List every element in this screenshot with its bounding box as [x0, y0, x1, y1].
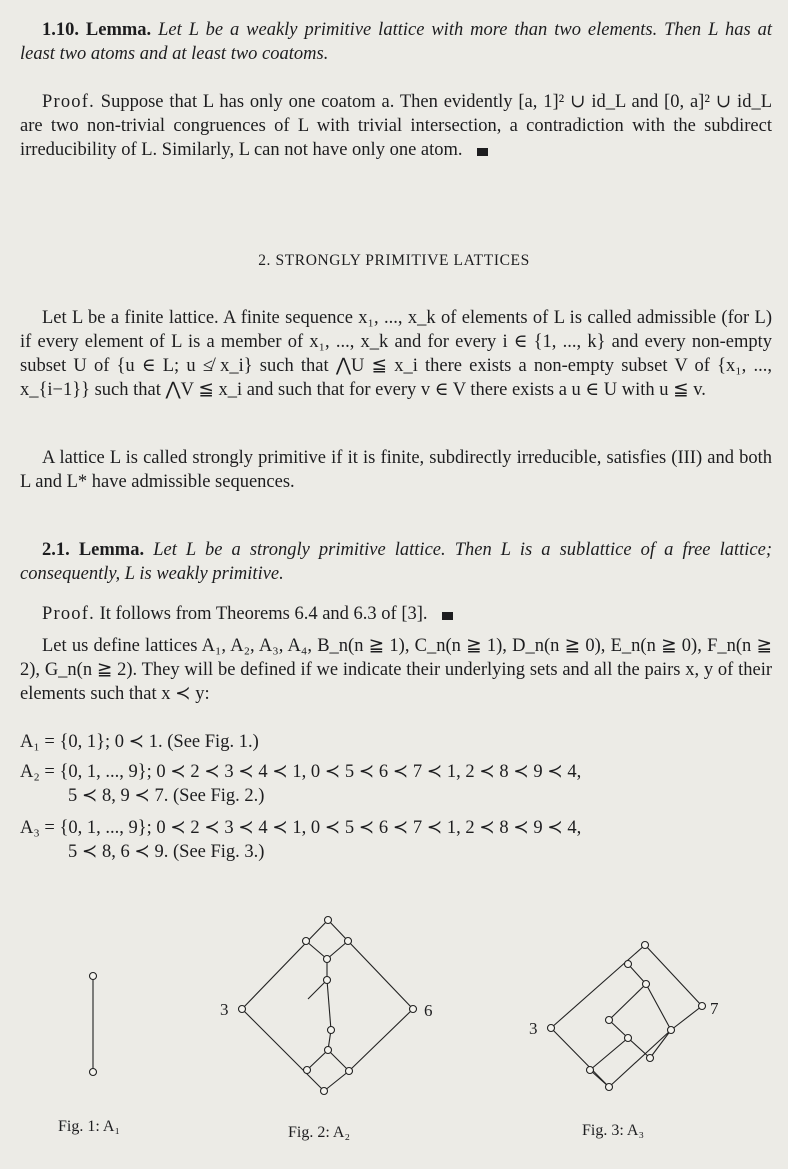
node-8 — [324, 977, 331, 984]
proof-1-10-text: Suppose that L has only one coatom a. Then evidently [a, 1]² ∪ id_L and [0, a]² ∪ id_L are two non-trivial congruences of L with trivial intersection, a contradiction with the subdirect irreducibility of L. Similarly, L can not have only one atom. — [20, 92, 772, 160]
node-7 — [699, 1003, 706, 1010]
definition-a1 — [20, 730, 780, 754]
figure-3-caption: Fig. 3: A₃ — [582, 1122, 645, 1139]
figure-3-diagram — [520, 930, 730, 1110]
node-label-3: 3 — [220, 1000, 229, 1019]
node-2 — [587, 1067, 594, 1074]
node-3 — [548, 1025, 555, 1032]
node-5 — [647, 1055, 654, 1062]
node-0 — [321, 1088, 328, 1095]
node-7 — [345, 938, 352, 945]
node-6 — [410, 1006, 417, 1013]
node-4 — [303, 938, 310, 945]
definition-a2-line-2: 5 ≺ 8, 9 ≺ 7. (See Fig. 2.) — [68, 786, 265, 806]
node-1 — [642, 942, 649, 949]
definition-a3 — [20, 816, 780, 864]
node — [625, 1035, 632, 1042]
paragraph-admissible — [20, 306, 772, 402]
lemma-1-10-heading: 1.10. Lemma. — [42, 20, 152, 40]
node-5 — [325, 1047, 332, 1054]
node-0 — [606, 1084, 613, 1091]
definition-a2-line-1: A₂ = {0, 1, ..., 9}; 0 ≺ 2 ≺ 3 ≺ 4 ≺ 1, 0 ≺ 5 ≺ 6 ≺ 7 ≺ 1, 2 ≺ 8 ≺ 9 ≺ 4, — [20, 762, 582, 782]
paragraph-strongly-primitive-text: A lattice L is called strongly primitive if it is finite, subdirectly irreducible, satisfies (III) and both L and L* have admissible sequences. — [20, 448, 772, 492]
node-label-3: 3 — [529, 1019, 538, 1038]
node-1 — [90, 973, 97, 980]
paragraph-admissible-text: Let L be a finite lattice. A finite sequence x₁, ..., x_k of elements of L is called admissible (for L) if every element of L is a member of x₁, ..., x_k and for every i ∈ {1, ..., k} and every non-empty subset U of {u ∈ L; u ≰ x_i} such that ⋀U ≦ x_i there exists a non-empty subset V of {x₁, ..., x_{i−1}} such that ⋀V ≦ x_i and such that for every v ∈ V there exists a u ∈ U with u ≦ v. — [20, 308, 772, 400]
definition-a1-line: A₁ = {0, 1}; 0 ≺ 1. (See Fig. 1.) — [20, 732, 259, 752]
node-label-6: 6 — [424, 1001, 433, 1020]
paragraph-define-lattices-text: Let us define lattices A₁, A₂, A₃, A₄, B_n(n ≧ 1), C_n(n ≧ 1), D_n(n ≧ 0), E_n(n ≧ 0), F_n(n ≧ 2), G_n(n ≧ 2). They will be defined if we indicate their underlying sets and all the pairs x, y of their elements such that x ≺ y: — [20, 636, 772, 704]
lemma-2-1-heading: 2.1. Lemma. — [42, 540, 145, 560]
figure-1-caption: Fig. 1: A₁ — [58, 1118, 121, 1135]
paragraph-strongly-primitive — [20, 446, 772, 494]
definition-a2 — [20, 760, 780, 808]
figure-2-diagram — [210, 905, 450, 1105]
node-3 — [239, 1006, 246, 1013]
figure-1-diagram — [70, 960, 130, 1090]
proof-2-1 — [20, 602, 772, 626]
paragraph-define-lattices — [20, 634, 772, 706]
definition-a3-line-1: A₃ = {0, 1, ..., 9}; 0 ≺ 2 ≺ 3 ≺ 4 ≺ 1, 0 ≺ 5 ≺ 6 ≺ 7 ≺ 1, 2 ≺ 8 ≺ 9 ≺ 4, — [20, 818, 582, 838]
node-0 — [90, 1069, 97, 1076]
section-title: 2. STRONGLY PRIMITIVE LATTICES — [258, 252, 530, 269]
node-9 — [324, 956, 331, 963]
lemma-2-1-statement: Let L be a strongly primitive lattice. Then L is a sublattice of a free lattice; consequently, L is weakly primitive. — [20, 540, 773, 584]
node-9 — [643, 981, 650, 988]
node-2 — [304, 1067, 311, 1074]
figure-2-caption: Fig. 2: A₂ — [288, 1124, 351, 1141]
proof-2-1-text: It follows from Theorems 6.4 and 6.3 of [3]. — [99, 604, 428, 624]
node — [346, 1068, 353, 1075]
lemma-1-10-statement: Let L be a weakly primitive lattice with more than two elements. Then L has at least two atoms and at least two coatoms. — [20, 20, 773, 64]
proof-label: Proof. — [42, 604, 95, 624]
node-4 — [625, 961, 632, 968]
lemma-1-10 — [20, 18, 772, 66]
node-label-7: 7 — [710, 999, 719, 1018]
proof-label: Proof. — [42, 92, 95, 112]
definition-a3-line-2: 5 ≺ 8, 6 ≺ 9. (See Fig. 3.) — [68, 842, 265, 862]
node-6 — [668, 1027, 675, 1034]
node — [328, 1027, 335, 1034]
qed-square-icon — [442, 612, 453, 620]
node-1 — [325, 917, 332, 924]
proof-1-10 — [20, 90, 772, 162]
lemma-2-1 — [20, 538, 772, 586]
qed-square-icon — [477, 148, 488, 156]
node-8 — [606, 1017, 613, 1024]
